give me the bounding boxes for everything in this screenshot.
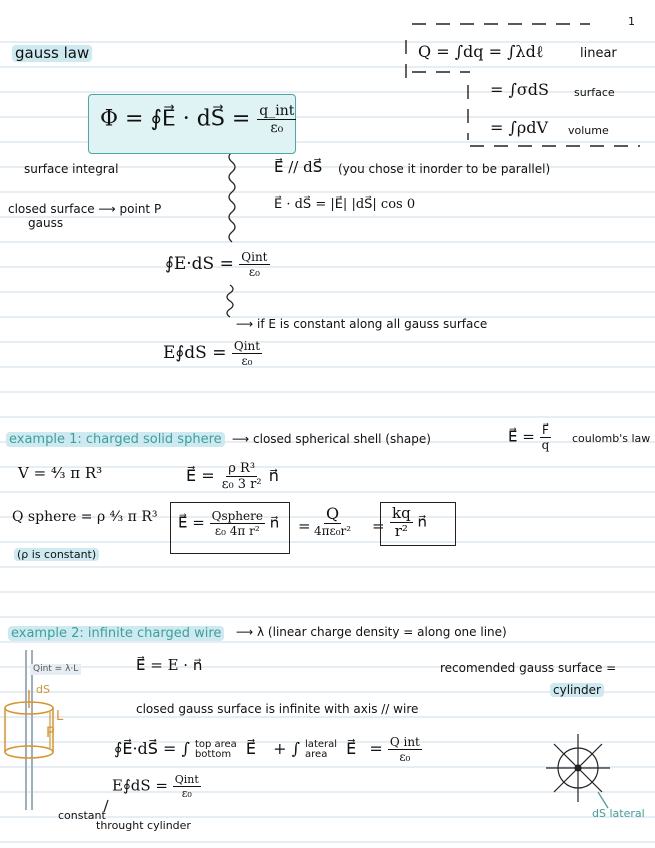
field-integral-num: Qint [233, 339, 261, 353]
example2-heading-note: ⟶ λ (linear charge density = along one line) [236, 625, 507, 639]
field-density-tail: n⃗ [268, 466, 279, 485]
result-right-num: kq [392, 504, 411, 522]
surface-label: surface [574, 86, 615, 99]
result-left-num: Qsphere [211, 509, 263, 523]
field-density-lhs: E⃗ = [186, 466, 215, 485]
gauss-law-lhs: Φ = ∮E⃗ · dS⃗ = [100, 106, 251, 132]
field-density-den: ε₀ 3 r² [221, 477, 262, 492]
closed-surface-note: closed surface ⟶ point P [8, 202, 162, 216]
gauss-law-den: ε₀ [270, 120, 284, 136]
result-eq-left [178, 510, 279, 537]
example2-heading: example 2: infinite charged wire [8, 626, 224, 641]
field-closed-integral-lhs: E∮dS = [112, 776, 168, 795]
page-number: 1 [628, 15, 635, 28]
charge-linear-eq: Q = ∫dq = ∫λdℓ [418, 42, 544, 61]
qsphere-equation: Q sphere = ρ ⁴⁄₃ π R³ [12, 509, 158, 525]
parallel-equation: E⃗ // dS⃗ [274, 158, 323, 176]
lateral-label: lateral [305, 738, 338, 750]
field-integral-den: ε₀ [241, 354, 253, 368]
point-p-label: P [46, 725, 55, 741]
volume-label: volume [568, 124, 609, 137]
coulomb-den: q [541, 438, 550, 452]
field-density-num: ρ R³ [228, 461, 256, 476]
constant-label: constant [58, 809, 106, 822]
cylinder-rhs-num: Q int [389, 735, 420, 749]
coulomb-num: F⃗ [542, 423, 549, 437]
cylinder-rhs-den: ε₀ [399, 750, 411, 764]
result-left-tail: n⃗ [269, 513, 280, 532]
coulomb-lhs: E⃗ = [508, 427, 535, 446]
coulomb-form-den: 4πε₀r² [314, 524, 352, 538]
field-density-eq [186, 462, 279, 491]
gauss-law-num: q_int [259, 103, 295, 119]
closed-integral-den: ε₀ [248, 265, 260, 279]
result-left-den: ε₀ 4π r² [214, 524, 260, 538]
example1-heading: example 1: charged solid sphere [6, 432, 225, 447]
field-closed-integral-eq [112, 774, 201, 799]
cylinder-label: cylinder [550, 683, 604, 697]
cylinder-integral-eq [114, 736, 422, 763]
closed-surface-axis-note: closed gauss surface is infinite with axis // wire [136, 702, 419, 716]
result-right-den: r² [394, 522, 408, 540]
plus-lateral-integral: + ∫ [273, 739, 300, 758]
linear-label: linear [580, 46, 617, 61]
surface-integral-note: surface integral [24, 162, 119, 176]
equals-right: = [372, 517, 385, 535]
field-closed-integral-den: ε₀ [181, 787, 192, 800]
result-eq-right [390, 506, 427, 539]
rho-constant-note: (ρ is constant) [14, 548, 99, 561]
squiggle-line-2 [227, 285, 233, 317]
cylinder-integral-lhs: ∮E⃗·dS⃗ = ∫ [114, 739, 190, 758]
result-right-tail: n⃗ [417, 512, 427, 531]
ds-lateral-label: dS lateral [592, 807, 645, 820]
coulomb-form-num: Q [325, 504, 340, 523]
closed-integral-num: Qint [241, 250, 268, 264]
cylinder-equals: = [369, 739, 383, 758]
coulomb-label: coulomb's law [572, 432, 651, 445]
dot-product-equation: E⃗ · dS⃗ = |E⃗| |dS⃗| cos 0 [274, 197, 416, 212]
top-area-field: E⃗ [245, 739, 257, 758]
lateral-field: E⃗ [346, 739, 357, 758]
coulomb-equation [508, 424, 551, 451]
gauss-subnote: gauss [28, 216, 64, 230]
area-label: area [305, 748, 328, 760]
example1-heading-note: ⟶ closed spherical shell (shape) [232, 432, 431, 446]
parallel-note: (you chose it inorder to be parallel) [338, 162, 551, 176]
top-area-label: top area [194, 738, 237, 750]
ds-label: dS [36, 683, 50, 696]
qint-label: Qint = λ·L [30, 664, 81, 675]
field-normal-eq: E⃗ = E · n⃗ [136, 656, 203, 674]
volume-equation: V = ⁴⁄₃ π R³ [18, 464, 103, 482]
coulomb-form-eq [312, 506, 353, 537]
charge-volume-eq: = ∫ρdV [490, 118, 549, 137]
page-title: gauss law [12, 45, 92, 62]
closed-integral-eq [165, 251, 270, 278]
constant-field-note: ⟶ if E is constant along all gauss surface [236, 317, 488, 331]
field-integral-eq [163, 340, 262, 367]
length-label: L [56, 709, 64, 724]
field-closed-integral-num: Qint [174, 773, 199, 786]
field-integral-lhs: E∮dS = [163, 343, 227, 363]
throught-cylinder-label: throught cylinder [96, 819, 191, 832]
recommended-surface: recomended gauss surface = [440, 661, 617, 675]
charge-surface-eq: = ∫σdS [490, 80, 549, 99]
bottom-label: bottom [194, 748, 232, 760]
closed-integral-lhs: ∮E·dS = [165, 254, 234, 274]
result-left-lhs: E⃗ = [178, 513, 205, 532]
gauss-law-equation [100, 104, 296, 135]
equals-mid: = [298, 517, 311, 535]
